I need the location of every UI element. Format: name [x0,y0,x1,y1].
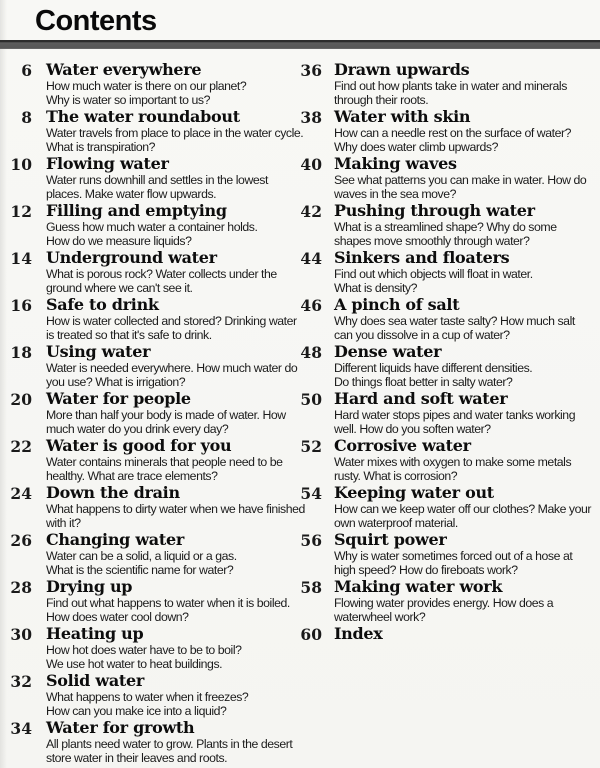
toc-entry [8,155,292,201]
entry-body [334,249,600,295]
toc-entry [8,342,298,389]
entry-page-number: 10 [10,155,32,174]
entry-description-line: places. Make water flow upwards. [46,187,217,201]
entry-body [46,672,292,718]
entry-page-number: 36 [300,61,322,80]
entry-description-line: More than half your body is made of water. How [46,408,286,422]
entry-title: Drying up [46,577,133,596]
entry-description-line: How is water collected and stored? Drinking water [46,314,297,328]
entry-body [46,342,298,389]
entry-description-line: Find out how plants take in water and minerals [334,79,567,93]
entry-page-number: 60 [300,625,322,644]
entry-title: A pinch of salt [334,295,460,314]
toc-entry [296,437,600,483]
entry-title: Flowing water [46,154,169,173]
entry-description-line: Water is needed everywhere. How much water do [46,361,298,375]
entry-description-line: high speed? How do fireboats work? [334,563,518,577]
entry-description-line: rusty. What is corrosion? [334,469,458,483]
toc-entry [296,202,600,248]
entry-page-number: 28 [10,578,32,597]
entry-title: The water roundabout [46,107,240,126]
entry-description-line: much water do you drink every day? [46,422,229,436]
entry-title: Index [334,624,383,643]
entry-title: Making waves [334,154,457,173]
entry-body [46,719,292,765]
entry-title: Changing water [46,530,184,549]
entry-description-line: How hot does water have to be to boil? [46,643,242,657]
toc-entry [8,437,292,483]
entry-page-number: 22 [10,437,32,456]
entry-body [334,108,600,154]
entry-body [46,61,292,107]
entry-description-line: How much water is there on our planet? [46,79,247,93]
toc-entry [8,531,292,577]
toc-entry [296,625,600,644]
entry-description-line: you use? What is irrigation? [46,375,186,389]
entry-body [46,625,292,671]
entry-body [46,437,292,483]
entry-body [334,578,600,624]
entry-page-number: 48 [300,343,322,362]
entry-title: Water with skin [334,107,471,126]
toc-entry [296,61,600,107]
entry-description-line: What is transpiration? [46,140,156,154]
entry-description-line: What is porous rock? Water collects under the [46,267,277,281]
entry-body [334,202,600,248]
toc-entry [8,61,292,107]
entry-body [334,531,600,577]
toc-column-left [0,60,305,766]
page-title: Contents [35,5,157,37]
entry-description-line: How do we measure liquids? [46,234,192,248]
entry-description-line: All plants need water to grow. Plants in the desert [46,737,293,751]
toc-entry [296,484,600,530]
entry-body [46,202,292,248]
entry-description-line: waves in the sea move? [334,187,457,201]
entry-description-line: How does water cool down? [46,610,189,624]
entry-description-line: Do things float better in salty water? [334,375,513,389]
entry-body [334,390,600,436]
entry-title: Squirt power [334,530,447,549]
entry-page-number: 24 [10,484,32,503]
header-rule-bar [0,40,600,49]
entry-description-line: can you dissolve in a cup of water? [334,328,510,342]
entry-description-line: Find out which objects will float in water. [334,267,533,281]
toc-entry [8,672,292,718]
toc-entry [296,249,600,295]
entry-description-line: waterwheel work? [334,610,426,624]
entry-description-line: What happens to dirty water when we have finished [46,502,305,516]
entry-page-number: 40 [300,155,322,174]
toc-entry [296,296,600,342]
entry-description-line: Water can be a solid, a liquid or a gas. [46,549,237,563]
entry-page-number: 38 [300,108,322,127]
entry-title: Water for growth [46,718,195,737]
entry-description-line: Why does water climb upwards? [334,140,498,154]
entry-body [46,155,292,201]
entry-description-line: Flowing water provides energy. How does a [334,596,554,610]
entry-page-number: 26 [10,531,32,550]
entry-body [46,578,292,624]
entry-title: Water for people [46,389,191,408]
entry-page-number: 32 [10,672,32,691]
entry-description-line: shapes move smoothly through water? [334,234,530,248]
entry-page-number: 54 [300,484,322,503]
toc-entry [8,625,292,671]
entry-title: Pushing through water [334,201,535,220]
entry-body [334,296,600,342]
entry-page-number: 44 [300,249,322,268]
entry-description-line: Guess how much water a container holds. [46,220,258,234]
entry-description-line: How can you make ice into a liquid? [46,704,227,718]
page-header [0,0,600,38]
toc-entry [296,578,600,624]
toc-entry [8,107,304,154]
entry-title: Drawn upwards [334,60,470,79]
entry-description-line: Different liquids have different densities. [334,361,533,375]
entry-description-line: with it? [46,516,81,530]
entry-description-line: Water mixes with oxygen to make some metals [334,455,572,469]
toc-entry [8,249,292,295]
entry-body [46,531,292,577]
entry-page-number: 14 [10,249,32,268]
entry-description-line: What is density? [334,281,418,295]
entry-title: Water everywhere [46,60,202,79]
entry-title: Solid water [46,671,144,690]
entry-page-number: 50 [300,390,322,409]
entry-body [334,625,600,644]
entry-page-number: 20 [10,390,32,409]
toc-entry [8,578,292,624]
entry-page-number: 56 [300,531,322,550]
entry-title: Underground water [46,248,217,267]
entry-body [334,61,600,107]
entry-page-number: 30 [10,625,32,644]
toc-columns [0,61,600,766]
entry-description-line: Water runs downhill and settles in the lowest [46,173,268,187]
entry-description-line: Find out what happens to water when it is boiled. [46,596,290,610]
entry-body [334,437,600,483]
entry-description-line: Why is water so important to us? [46,93,210,107]
toc-entry [8,202,292,248]
entry-description-line: store water in their leaves and roots. [46,751,228,765]
entry-title: Hard and soft water [334,389,508,408]
entry-description-line: What is a streamlined shape? Why do some [334,220,557,234]
toc-entry [296,390,600,436]
entry-description-line: Why does sea water taste salty? How much salt [334,314,575,328]
entry-description-line: ground where we can't see it. [46,281,193,295]
entry-body [46,295,297,342]
toc-entry [296,531,600,577]
entry-body [46,390,292,436]
entry-page-number: 58 [300,578,322,597]
toc-entry [296,108,600,154]
entry-description-line: What is the scientific name for water? [46,563,234,577]
entry-page-number: 46 [300,296,322,315]
entry-title: Filling and emptying [46,201,227,220]
entry-body [334,343,600,389]
entry-title: Down the drain [46,483,180,502]
entry-title: Dense water [334,342,442,361]
entry-body [334,155,600,201]
toc-entry [8,295,297,342]
entry-page-number: 18 [10,343,32,362]
entry-page-number: 12 [10,202,32,221]
entry-page-number: 6 [21,61,32,80]
entry-page-number: 34 [10,719,32,738]
entry-title: Heating up [46,624,144,643]
toc-entry [296,343,600,389]
entry-description-line: What happens to water when it freezes? [46,690,249,704]
toc-entry [8,483,305,530]
toc-entry [8,719,292,765]
entry-title: Sinkers and floaters [334,248,510,267]
entry-description-line: How can a needle rest on the surface of water? [334,126,572,140]
entry-page-number: 8 [21,108,32,127]
entry-title: Making water work [334,577,503,596]
toc-column-right [292,61,600,766]
entry-body [46,107,304,154]
entry-body [46,249,292,295]
entry-title: Water is good for you [46,436,232,455]
entry-title: Using water [46,342,151,361]
entry-description-line: is treated so that it's safe to drink. [46,328,212,342]
entry-description-line: Why is water sometimes forced out of a hose at [334,549,573,563]
entry-description-line: Water travels from place to place in the water cycle. [46,126,304,140]
entry-page-number: 42 [300,202,322,221]
entry-page-number: 16 [10,296,32,315]
toc-entry [296,155,600,201]
entry-description-line: Hard water stops pipes and water tanks working [334,408,576,422]
entry-description-line: through their roots. [334,93,429,107]
entry-description-line: Water contains minerals that people need to be [46,455,283,469]
entry-description-line: healthy. What are trace elements? [46,469,218,483]
entry-title: Corrosive water [334,436,471,455]
entry-body [334,484,600,530]
entry-description-line: own waterproof material. [334,516,458,530]
entry-page-number: 52 [300,437,322,456]
entry-title: Keeping water out [334,483,494,502]
entry-title: Safe to drink [46,295,159,314]
entry-description-line: well. How do you soften water? [334,422,491,436]
toc-entry [8,390,292,436]
entry-body [46,483,305,530]
entry-description-line: We use hot water to heat buildings. [46,657,223,671]
entry-description-line: How can we keep water off our clothes? Make your [334,502,592,516]
entry-description-line: See what patterns you can make in water. How do [334,173,587,187]
